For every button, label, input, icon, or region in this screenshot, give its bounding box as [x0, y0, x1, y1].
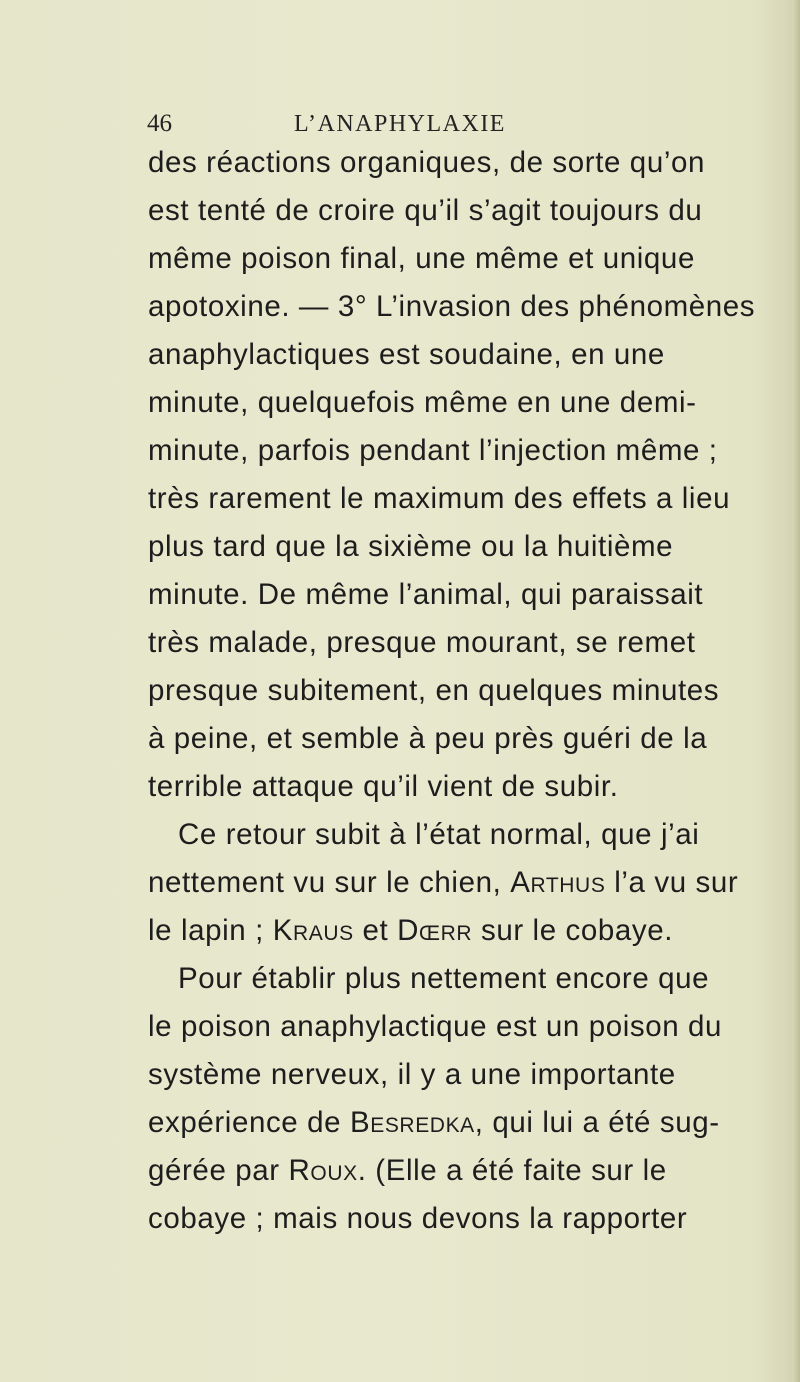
- text-line-21: [148, 1099, 720, 1147]
- text-line-1: des réactions organiques, de sorte qu’on: [148, 146, 705, 179]
- text-line-8: très rarement le maximum des effets a lieu: [148, 482, 731, 515]
- text-line-22: [148, 1147, 667, 1195]
- text-line-11: très malade, presque mourant, se remet: [148, 626, 696, 659]
- text-line-5: anaphylactiques est soudaine, en une: [148, 338, 665, 371]
- text-line-20: système nerveux, il y a une importante: [148, 1058, 676, 1091]
- text-line-13: à peine, et semble à peu près guéri de la: [148, 722, 708, 755]
- body-text: [148, 139, 756, 1243]
- text-segment: expérience de: [148, 1106, 342, 1139]
- text-segment: nettement vu sur le chien,: [148, 866, 502, 899]
- text-line-16: [148, 859, 739, 907]
- text-line-2: est tenté de croire qu’il s’agit toujours du: [148, 194, 703, 227]
- text-line-6: minute, quelquefois même en une demi-: [148, 386, 697, 419]
- text-line-12: presque subitement, en quelques minutes: [148, 674, 720, 707]
- author-name-roux: Roux: [288, 1154, 358, 1187]
- text-line-3: même poison final, une même et unique: [148, 242, 695, 275]
- text-line-18: Pour établir plus nettement encore que: [178, 962, 710, 995]
- text-line-9: plus tard que la sixième ou la huitième: [148, 530, 674, 563]
- text-segment: sur le cobaye.: [480, 914, 674, 947]
- text-line-14: terrible attaque qu’il vient de subir.: [148, 770, 619, 803]
- text-line-7: minute, parfois pendant l’injection même ;: [148, 434, 718, 467]
- page-number: 46: [147, 110, 172, 137]
- running-title: L’ANAPHYLAXIE: [294, 111, 506, 137]
- text-segment: et: [362, 914, 389, 947]
- author-name-kraus: Kraus: [272, 914, 354, 947]
- author-name-arthus: Arthus: [510, 866, 606, 899]
- text-line-4: apotoxine. — 3° L’invasion des phénomènes: [148, 290, 756, 323]
- text-line-15: Ce retour subit à l’état normal, que j’ai: [178, 818, 700, 851]
- text-line-23: cobaye ; mais nous devons la rapporter: [148, 1202, 688, 1235]
- text-line-19: le poison anaphylactique est un poison du: [148, 1010, 723, 1043]
- text-segment: gérée par: [148, 1154, 280, 1187]
- text-segment: le lapin ;: [148, 914, 264, 947]
- page-header: [147, 104, 653, 144]
- author-name-besredka: Besredka: [349, 1106, 475, 1139]
- text-segment: , qui lui a été sug-: [474, 1106, 720, 1139]
- text-segment: . (Elle a été faite sur le: [357, 1154, 667, 1187]
- author-name-doerr: Dœrr: [397, 914, 473, 947]
- text-line-10: minute. De même l’animal, qui paraissait: [148, 578, 704, 611]
- page-edge-shadow: [792, 0, 800, 1382]
- text-line-17: [148, 907, 674, 955]
- text-segment: l’a vu sur: [614, 866, 739, 899]
